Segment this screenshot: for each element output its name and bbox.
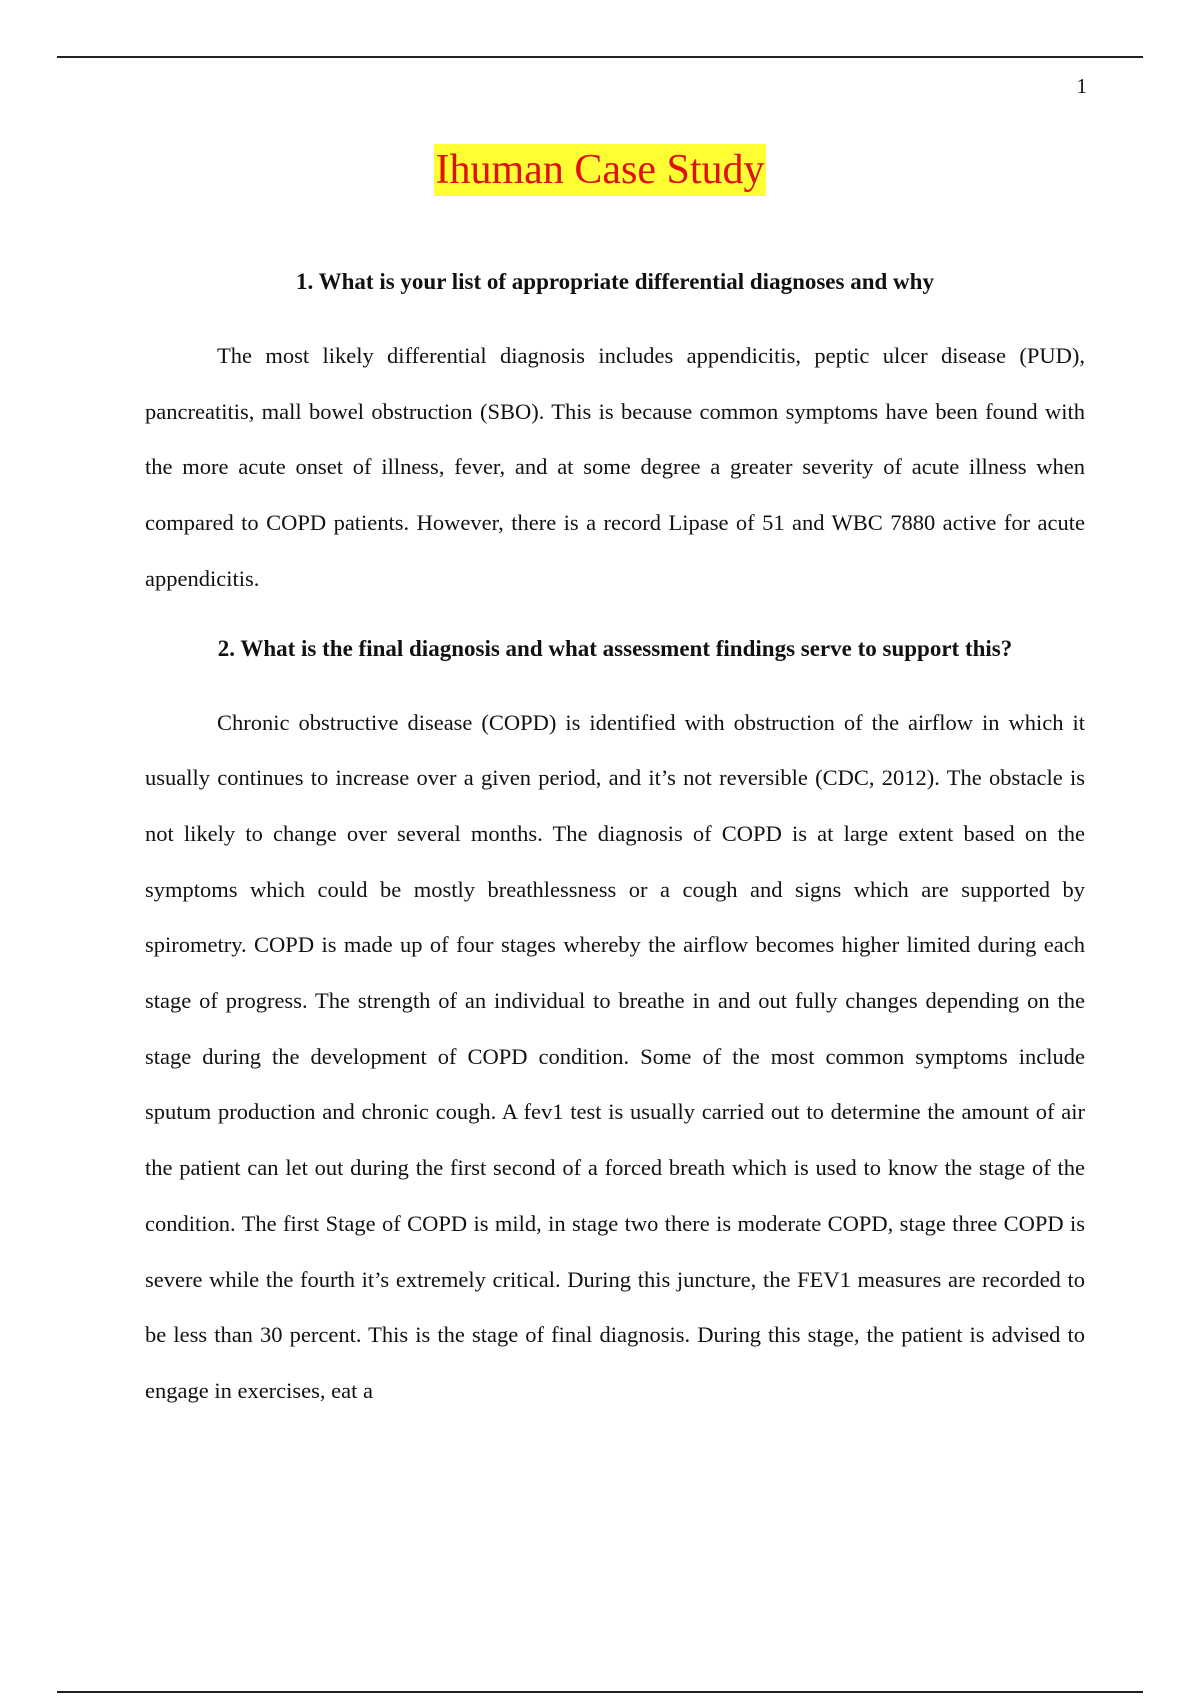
page-number: 1 — [1076, 74, 1087, 98]
section-paragraph-1: The most likely differential diagnosis includes appendicitis, peptic ulcer disease (PUD), pancreatitis, mall bowel obstruction (SBO). This is because common symptoms have been found with the more acute onset of illness, fever, and at some degree a greater severity of acute illness when compared to COPD patients. However, there is a record Lipase of 51 and WBC 7880 active for acute appendicitis. — [145, 343, 1085, 591]
footer-rule — [57, 1691, 1143, 1693]
header-rule — [57, 56, 1143, 58]
section-heading-2: 2. What is the final diagnosis and what assessment findings serve to support this? — [217, 635, 1013, 661]
title-block — [0, 144, 1200, 196]
document-title: Ihuman Case Study — [434, 144, 767, 196]
document-body — [145, 262, 1085, 1419]
section-heading-1: 1. What is your list of appropriate differential diagnoses and why — [296, 269, 934, 294]
section-paragraph-2: Chronic obstructive disease (COPD) is identified with obstruction of the airflow in which it usually continues to increase over a given period, and it’s not reversible (CDC, 2012). The obstacle is not likely to change over several months. The diagnosis of COPD is at large extent based on the symptoms which could be mostly breathlessness or a cough and signs which are supported by spirometry. COPD is made up of four stages whereby the airflow becomes higher limited during each stage of progress. The strength of an individual to breathe in and out fully changes depending on the stage during the development of COPD condition. Some of the most common symptoms include sputum production and chronic cough. A fev1 test is usually carried out to determine the amount of air the patient can let out during the first second of a forced breath which is used to know the stage of the condition. The first Stage of COPD is mild, in stage two there is moderate COPD, stage three COPD is severe while the fourth it’s extremely critical. During this juncture, the FEV1 measures are recorded to be less than 30 percent. This is the stage of final diagnosis. During this stage, the patient is advised to engage in exercises, eat a — [145, 709, 1085, 1403]
